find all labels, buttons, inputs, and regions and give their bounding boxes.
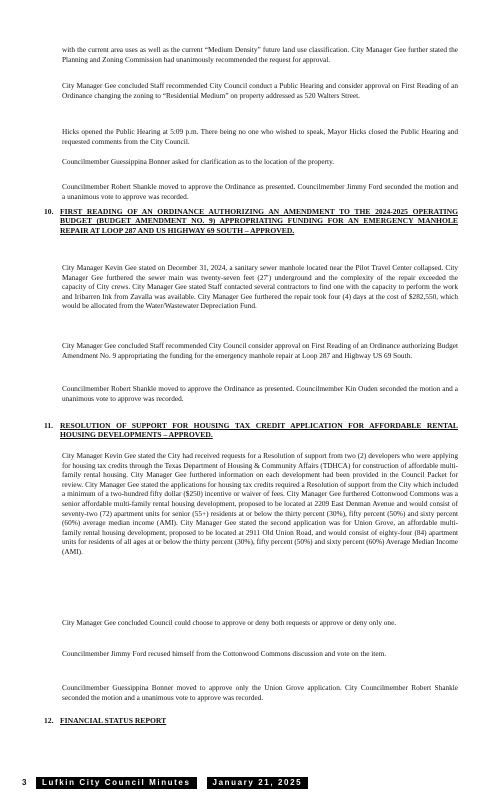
- item-11-paragraph-3: Councilmember Jimmy Ford recused himself from the Cottonwood Commons discussion and vote on the item.: [62, 649, 387, 658]
- bonner-clarification-paragraph: Councilmember Guessippina Bonner asked for clarification as to the location of the property.: [62, 157, 335, 166]
- item-10-paragraph-2: City Manager Gee concluded Staff recommended City Council consider approval on First Reading of an Ordinance authorizing Budget Amendment No. 9 appropriating the funding for the emergency manhole repair at Loop 287 and Highway US 69 South.: [62, 341, 458, 360]
- item-11-paragraph-2: City Manager Gee concluded Council could choose to approve or deny both requests or approve or deny only one.: [62, 618, 397, 627]
- item-heading: RESOLUTION OF SUPPORT FOR HOUSING TAX CREDIT APPLICATION FOR AFFORDABLE RENTAL HOUSING DEVELOPMENTS – APPROVED.: [60, 421, 458, 440]
- page-number: 3: [22, 778, 27, 787]
- carryover-paragraph-1: with the current area uses as well as the current “Medium Density” future land use classification. City Manager Gee further stated the Planning and Zoning Commission had unanimously recommended the request for approval.: [62, 45, 458, 64]
- item-10-paragraph-1: City Manager Kevin Gee stated on December 31, 2024, a sanitary sewer manhole located near the Pilot Travel Center collapsed. City Manager Gee furthered the sewer main was twenty-seven feet (27′) underground and the complexity of the repair exceeded the capacity of City crews. City Manager Gee stated Staff contacted several contractors to find one with the capacity to perform the work and Iribarren Ink from Zavalla was available. City Manager Gee furthered the repair took four (4) days at the cost of $282,550, which would be allocated from the Water/Wastewater Depreciation Fund.: [62, 263, 458, 311]
- item-number: 10.: [44, 207, 54, 216]
- item-number: 12.: [44, 716, 54, 725]
- item-heading: FIRST READING OF AN ORDINANCE AUTHORIZING AN AMENDMENT TO THE 2024-2025 OPERATING BUDGET (BUDGET AMENDMENT NO. 9) APPROPRIATING FUNDING FOR AN EMERGENCY MANHOLE REPAIR AT LOOP 287 AND US HIGHWAY 69 SOUTH – APPROVED.: [60, 207, 458, 235]
- item-11-paragraph-1: City Manager Kevin Gee stated the City had received requests for a Resolution of support from two (2) developers who were applying for housing tax credits through the Texas Department of Housing & Community Affairs (TDHCA) for construction of affordable multi-family rental housing. City Manager Gee furthered information on each development had been provided in the Council Packet for review. City Manager Gee stated the applications for housing tax credits required a Resolution of support from the City which included a minimum of a two-hundred fifty dollar ($250) incentive or waiver of fees. City Manager Gee furthered Cottonwood Commons was a senior affordable multi-family rental housing development, proposed to be located at 2209 East Denman Avenue and would consist of seventy-two (72) apartment units for senior (55+) residents at or below the thirty percent (30%), fifty percent (50%) and sixty percent (60%) average median income (AMI). City Manager Gee stated the second application was for Union Grove, an affordable multi-family rental housing development, proposed to be located at 2911 Old Union Road, and would consist of eighty-four (84) apartment units for residents of all ages at or below the thirty percent (30%), fifty percent (50%) and sixty percent (60%) Average Median Income (AMI).: [62, 451, 458, 556]
- footer-title: Lufkin City Council Minutes: [36, 777, 197, 789]
- footer-date: January 21, 2025: [207, 777, 309, 789]
- public-hearing-paragraph: Hicks opened the Public Hearing at 5:09 p.m. There being no one who wished to speak, Mayor Hicks closed the Public Hearing and requested comments from the City Council.: [62, 127, 458, 146]
- item-number: 11.: [44, 421, 54, 430]
- page-footer: [22, 777, 464, 789]
- item-10-paragraph-3: Councilmember Robert Shankle moved to approve the Ordinance as presented. Councilmember Kin Ouden seconded the motion and a unanimous vote to approve was recorded.: [62, 384, 458, 403]
- item-11-paragraph-4: Councilmember Guessippina Bonner moved to approve only the Union Grove application. City Councilmember Robert Shankle seconded the motion and a unanimous vote to approve was recorded.: [62, 683, 458, 702]
- item-heading: FINANCIAL STATUS REPORT: [60, 716, 167, 725]
- carryover-paragraph-2: City Manager Gee concluded Staff recommended City Council conduct a Public Hearing and consider approval on First Reading of an Ordinance changing the zoning to “Residential Medium” on property addressed as 520 Walters Street.: [62, 81, 458, 100]
- motion-paragraph: Councilmember Robert Shankle moved to approve the Ordinance as presented. Councilmember Jimmy Ford seconded the motion and a unanimous vote to approve was recorded.: [62, 182, 458, 201]
